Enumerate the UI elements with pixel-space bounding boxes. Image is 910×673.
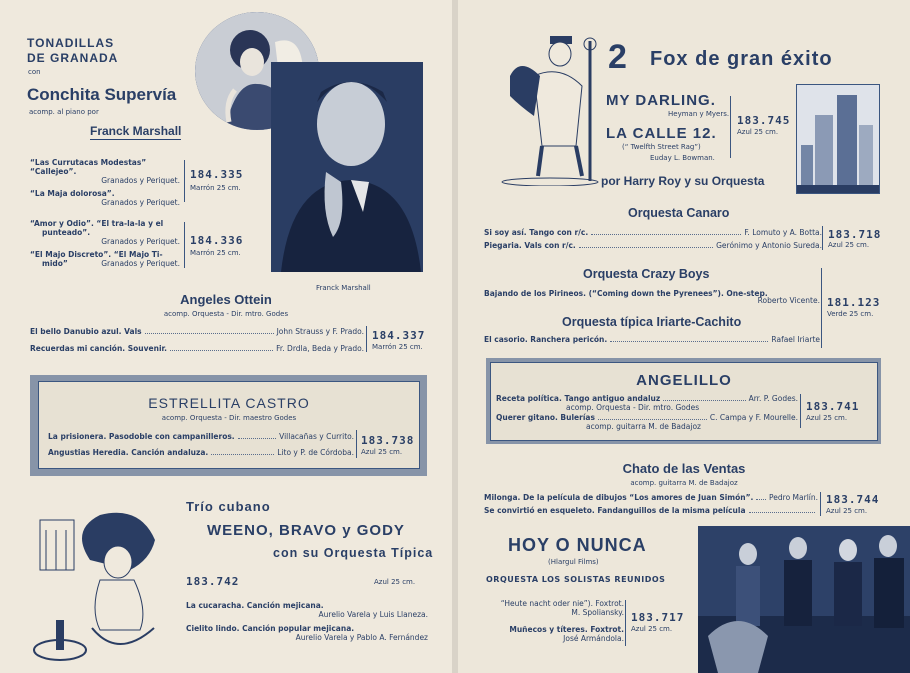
song-bajando: Bajando de los Pirineos. (“Coming down the Pyrenees”). One-step. — [484, 289, 768, 298]
record-number: 183.718 — [828, 228, 882, 241]
composer: Roberto Vicente. — [757, 296, 820, 305]
composer: Villacañas y Currito. — [279, 432, 354, 441]
record-183717-songs — [488, 599, 624, 643]
acomp: acomp. Orquesta - Dir. mtro. Godes — [566, 403, 700, 412]
composer: C. Campa y F. Mourelle. — [709, 413, 798, 422]
bracket-line — [800, 394, 801, 428]
franck-marshall-photo — [271, 62, 423, 272]
orchestra-name: ORQUESTA LOS SOLISTAS REUNIDOS — [486, 575, 666, 584]
song-casorio: El casorio. Ranchera pericón. — [484, 335, 608, 344]
artist-conchita: Conchita Supervía — [27, 85, 177, 104]
song-amor-odio-cont: punteado”. — [42, 228, 91, 237]
pianist-name: Franck Marshall — [90, 124, 182, 138]
pianist-portrait-image — [271, 62, 423, 272]
record-number: 183.742 — [186, 575, 240, 588]
song-danubio: El bello Danubio azul. Vals — [30, 327, 142, 336]
song-row — [30, 344, 364, 353]
trio-label: Trío cubano — [186, 499, 271, 514]
song-esqueleto: Se convirtió en esqueleto. Fandanguillos de la misma película — [484, 506, 746, 515]
skyline-illustration — [796, 84, 880, 194]
song-cielito: Cielito lindo. Canción popular mejicana. — [186, 624, 355, 633]
song-row — [484, 241, 822, 250]
musicians-scene-image — [698, 526, 910, 673]
artist-castro: ESTRELLITA CASTRO — [148, 395, 310, 411]
artist-crazy-boys: Orquesta Crazy Boys — [583, 267, 710, 281]
composer: M. Spoliansky. — [571, 608, 624, 617]
composer: Arr. P. Godes. — [748, 394, 798, 403]
song-subtitle: (“ Twelfth Street Rag”) — [622, 143, 701, 151]
fox-title: Fox de gran éxito — [650, 48, 833, 70]
record-183744-songs — [484, 493, 818, 515]
composer: Euday L. Bowman. — [650, 154, 715, 162]
artist-canaro: Orquesta Canaro — [628, 206, 730, 220]
song-row — [484, 228, 822, 237]
song-majo-discreto: “El Majo Discreto”. “El Majo Ti- — [30, 250, 163, 259]
song-row — [30, 327, 364, 336]
film-still-photo — [698, 526, 910, 673]
song-row — [484, 506, 818, 515]
record-label: Azul 25 cm. — [631, 625, 673, 633]
trio-orchestra: con su Orquesta Típica — [273, 546, 434, 560]
composer: Pedro Marlín. — [769, 493, 818, 502]
record-number: 183.745 — [737, 114, 791, 127]
record-181123-song1 — [484, 289, 820, 305]
bracket-line — [184, 222, 185, 268]
song-currutacas: “Las Currutacas Modestas” “Callejeo”. — [30, 158, 147, 176]
song-heute-nacht: “Heute nacht oder nie”). Foxtrot. — [500, 599, 624, 608]
song-receta: Receta política. Tango antiguo andaluz — [496, 394, 661, 403]
couple-illustration — [490, 36, 600, 186]
record-label: Azul 25 cm. — [806, 414, 848, 422]
bracket-line — [184, 160, 185, 202]
bracket-line — [820, 492, 821, 516]
artist-trio: WEENO, BRAVO y GODY — [207, 522, 405, 539]
composer: José Armándola. — [563, 634, 624, 643]
record-number: 183.741 — [806, 400, 860, 413]
record-label: Azul 25 cm. — [737, 128, 779, 136]
bracket-line — [822, 226, 823, 250]
composer: Rafael Iriarte — [771, 335, 820, 344]
composer: Fr. Drdla, Beda y Prado. — [276, 344, 364, 353]
record-184337-songs — [30, 327, 364, 353]
bracket-line — [821, 268, 822, 348]
song-maja-dolorosa: “La Maja dolorosa”. — [30, 189, 115, 198]
song-row — [484, 493, 818, 502]
left-page — [0, 0, 452, 673]
artist-angelillo: ANGELILLO — [636, 372, 732, 389]
record-number: 183.738 — [361, 434, 415, 447]
record-label: Marrón 25 cm. — [372, 343, 423, 351]
con-label: con — [28, 68, 41, 76]
composer: Heyman y Myers. — [668, 110, 730, 118]
composer: Gerónimo y Antonio Sureda. — [716, 241, 822, 250]
artist-iriarte: Orquesta típica Iriarte-Cachito — [562, 315, 742, 329]
record-label: Marrón 25 cm. — [190, 184, 241, 192]
tonadillas-line1: TONADILLAS — [27, 36, 115, 50]
bracket-line — [356, 430, 357, 458]
trio-illustration — [30, 500, 180, 670]
record-number: 183.717 — [631, 611, 685, 624]
tonadillas-line2: DE GRANADA — [27, 51, 119, 65]
record-label: Marrón 25 cm. — [190, 249, 241, 257]
tonadillas-heading — [27, 36, 118, 66]
fox-performer: por Harry Roy y su Orquesta — [601, 174, 765, 188]
record-184336-songs — [30, 219, 180, 268]
song-la-calle-12: LA CALLE 12. — [606, 125, 717, 142]
song-angustias: Angustias Heredia. Canción andaluza. — [48, 448, 209, 457]
bracket-line — [730, 96, 731, 158]
song-row — [48, 448, 354, 457]
film-title: HOY O NUNCA — [508, 535, 647, 555]
artist-ottein: Angeles Ottein — [180, 292, 272, 307]
skyscraper-image — [797, 85, 879, 193]
record-number: 184.336 — [190, 234, 244, 247]
song-plegaria: Piegaria. Vals con r/c. — [484, 241, 576, 250]
record-181123-song2 — [484, 335, 820, 344]
chato-acomp: acomp. guitarra M. de Badajoz — [630, 479, 738, 487]
acomp: acomp. guitarra M. de Badajoz — [586, 422, 701, 431]
song-cucaracha: La cucaracha. Canción mejicana. — [186, 601, 324, 610]
record-183718-songs — [484, 228, 822, 250]
composer: Aurelio Varela y Luis Llaneza. — [318, 610, 428, 619]
record-number: 184.337 — [372, 329, 426, 342]
bracket-line — [625, 600, 626, 646]
song-row — [484, 335, 820, 344]
artist-chato: Chato de las Ventas — [622, 461, 746, 476]
castro-acomp: acomp. Orquesta - Dir. maestro Godes — [161, 414, 297, 422]
record-label: Verde 25 cm. — [827, 310, 874, 318]
song-si-soy-asi: Si soy así. Tango con r/c. — [484, 228, 589, 237]
composer: Aurelio Varela y Pablo A. Fernández — [295, 633, 428, 642]
composer-granados: Granados y Periquet. — [101, 259, 180, 268]
ottein-acomp: acomp. Orquesta - Dir. mtro. Godes — [163, 310, 289, 318]
record-183742-songs — [186, 601, 428, 642]
composer: F. Lomuto y A. Botta. — [744, 228, 822, 237]
song-row — [496, 394, 798, 403]
record-label: Azul 25 cm. — [828, 241, 870, 249]
composer-granados: Granados y Periquet. — [101, 237, 180, 246]
film-studio: (Hlargul Films) — [548, 558, 599, 566]
record-number: 184.335 — [190, 168, 244, 181]
song-my-darling: MY DARLING. — [606, 92, 716, 109]
record-label: Azul 25 cm. — [361, 448, 403, 456]
song-row — [48, 432, 354, 441]
big-number: 2 — [608, 38, 627, 76]
record-label: Azul 25 cm. — [826, 507, 868, 515]
song-amor-odio: “Amor y Odio”. “El tra-la-la y el — [30, 219, 164, 228]
acomp-label: acomp. al piano por — [29, 108, 99, 116]
record-184335-songs — [30, 158, 180, 207]
record-number: 183.744 — [826, 493, 880, 506]
bracket-line — [366, 326, 367, 352]
right-page — [458, 0, 910, 673]
composer-granados: Granados y Periquet. — [101, 176, 180, 185]
composer: Lito y P. de Córdoba. — [277, 448, 354, 457]
song-row — [496, 413, 798, 422]
record-183738-songs — [48, 432, 354, 457]
song-querer-gitano: Querer gitano. Bulerías — [496, 413, 595, 422]
song-majo-cont: mido” — [42, 259, 68, 268]
record-label: Azul 25 cm. — [374, 578, 416, 586]
record-183741-songs — [496, 394, 798, 431]
song-majo-row — [30, 259, 180, 268]
song-recuerdas: Recuerdas mi canción. Souvenir. — [30, 344, 168, 353]
photo-caption: Franck Marshall — [316, 284, 371, 292]
composer: John Strauss y F. Prado. — [276, 327, 364, 336]
composer-granados: Granados y Periquet. — [101, 198, 180, 207]
song-prisionera: La prisionera. Pasodoble con campanilleros. — [48, 432, 235, 441]
song-munecos: Muñecos y títeres. Foxtrot. — [509, 625, 624, 634]
song-milonga: Milonga. De la película de dibujos “Los amores de Juan Simón”. — [484, 493, 754, 502]
record-number: 181.123 — [827, 296, 881, 309]
